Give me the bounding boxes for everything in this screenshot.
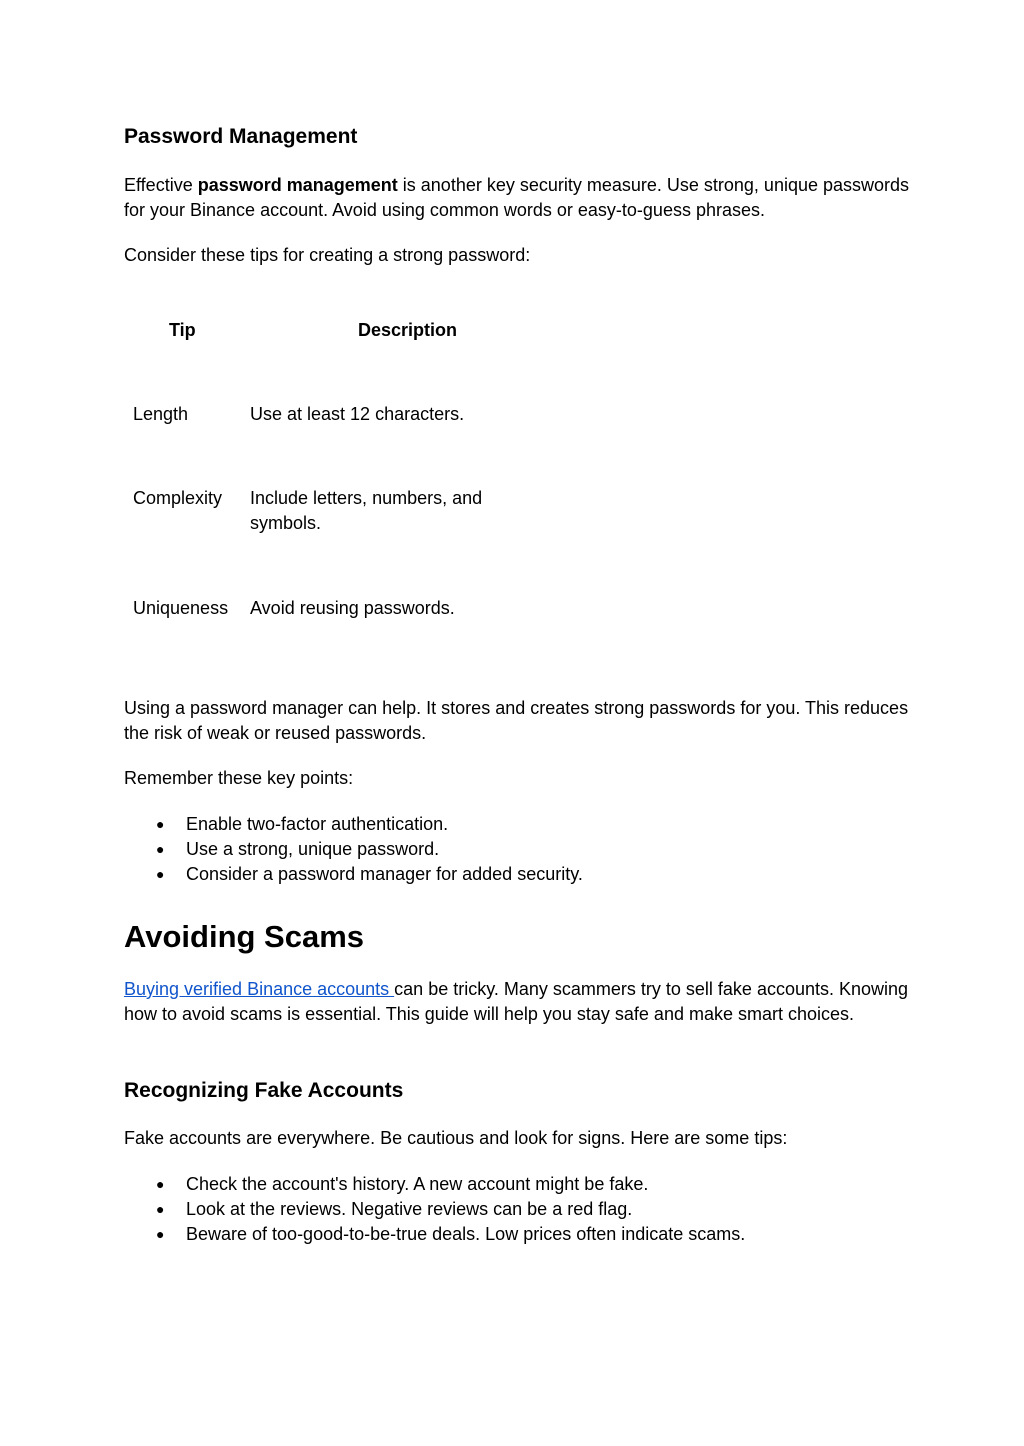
bullet-icon: ● [156, 841, 165, 857]
table-header-description: Description [358, 320, 458, 340]
remember-lead-paragraph: Remember these key points: [124, 768, 354, 788]
table-header-tip: Tip [169, 320, 196, 340]
password-management-heading: Password Management [124, 125, 358, 148]
table-cell-description: Avoid reusing passwords. [250, 598, 455, 618]
buying-verified-accounts-link[interactable]: Buying verified Binance accounts [124, 979, 395, 999]
table-cell-tip: Complexity [133, 488, 223, 508]
table-cell-tip: Length [133, 404, 189, 424]
list-item: ● Check the account's history. A new account might be fake. [124, 1172, 914, 1197]
scams-intro-paragraph [124, 977, 914, 1027]
fake-account-tips-list [124, 1172, 914, 1247]
list-item: ● Beware of too-good-to-be-true deals. Low prices often indicate scams. [124, 1222, 914, 1247]
bullet-icon: ● [156, 866, 165, 882]
recognizing-fake-accounts-heading: Recognizing Fake Accounts [124, 1079, 404, 1102]
table-cell-description: Include letters, numbers, and symbols. [250, 488, 483, 533]
key-points-list [124, 812, 914, 887]
fake-accounts-lead-paragraph: Fake accounts are everywhere. Be cautious and look for signs. Here are some tips: [124, 1128, 788, 1148]
intro-text-pre: Effective [124, 175, 198, 195]
intro-text-bold: password management [197, 175, 398, 195]
list-item: ● Look at the reviews. Negative reviews can be a red flag. [124, 1197, 914, 1222]
bullet-icon: ● [156, 1226, 165, 1242]
list-item: ● Consider a password manager for added security. [124, 862, 914, 887]
list-item: ● Use a strong, unique password. [124, 837, 914, 862]
tips-lead-paragraph: Consider these tips for creating a strong password: [124, 245, 531, 265]
avoiding-scams-heading: Avoiding Scams [124, 919, 365, 954]
intro-text-post: is another key security measure. Use strong, unique passwords for your Binance account. Avoid using common words or easy-to-guess phrases. [124, 175, 910, 220]
scams-intro-text: can be tricky. Many scammers try to sell fake accounts. Knowing how to avoid scams is essential. This guide will help you stay safe and make smart choices. [124, 979, 909, 1024]
list-item: ● Enable two-factor authentication. [124, 812, 914, 837]
table-cell-description: Use at least 12 characters. [250, 404, 465, 424]
bullet-icon: ● [156, 1176, 165, 1192]
bullet-icon: ● [156, 1201, 165, 1217]
password-manager-paragraph: Using a password manager can help. It stores and creates strong passwords for you. This reduces the risk of weak or reused passwords. [124, 698, 909, 743]
password-intro-paragraph [124, 173, 914, 223]
table-cell-tip: Uniqueness [133, 598, 229, 618]
bullet-icon: ● [156, 816, 165, 832]
